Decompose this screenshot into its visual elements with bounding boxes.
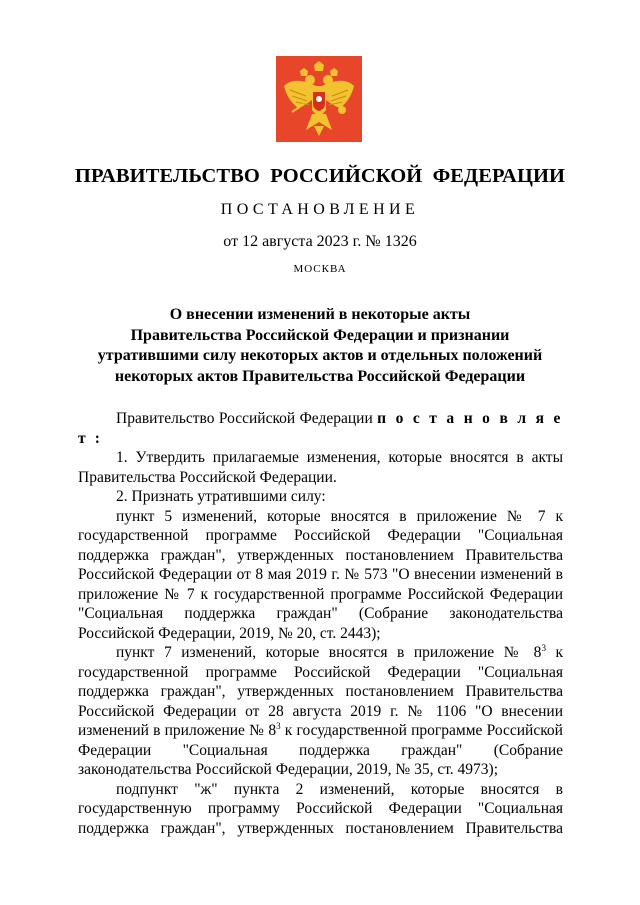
coat-of-arms-icon <box>276 56 362 142</box>
repeal-paragraph-3: подпункт "ж" пункта 2 изменений, которые вносятся в государственную программу Российской Федерации "Социальная поддержка граждан", утвержденных постановлением Правительства <box>78 780 563 837</box>
document-body <box>78 409 563 838</box>
intro-keyword: п о с т а н о в л я е т : <box>78 410 563 447</box>
government-name: ПРАВИТЕЛЬСТВО РОССИЙСКОЙ ФЕДЕРАЦИИ <box>74 165 566 187</box>
title-line: О внесении изменений в некоторые акты <box>169 306 471 323</box>
title-line: утратившими силу некоторых актов и отдельных положений <box>97 347 543 364</box>
item-1-paragraph: 1. Утвердить прилагаемые изменения, которые вносятся в акты Правительства Российской Федерации. <box>78 449 563 486</box>
item-2-paragraph: 2. Признать утратившими силу: <box>116 488 326 505</box>
superscript: 3 <box>541 643 546 653</box>
document-type: ПОСТАНОВЛЕНИЕ <box>220 201 420 218</box>
intro-text: Правительство Российской Федерации <box>116 410 378 427</box>
repeal-paragraph-2 <box>78 643 563 780</box>
paragraph-text: к государственной программе Российской Федерации "Социальная поддержка граждан", утвержденных постановлением Правительства Российской Федерации от 28 августа 2019 г. № 1106 "О внесении изменений в приложение № 8 <box>78 644 563 739</box>
document-date-number: от 12 августа 2023 г. № 1326 <box>223 233 417 250</box>
title-line: некоторых актов Правительства Российской Федерации <box>114 367 526 385</box>
document-city: МОСКВА <box>293 263 347 275</box>
paragraph-text: к государственной программе Российской Федерации "Социальная поддержка граждан" (Собрание законодательства Российской Федерации, 2019, № 35, ст. 4973); <box>78 722 563 778</box>
intro-paragraph <box>78 409 563 448</box>
title-line: Правительства Российской Федерации и признании <box>130 326 510 344</box>
paragraph-text: пункт 7 изменений, которые вносятся в приложение № 8 <box>116 644 542 661</box>
superscript: 3 <box>276 721 281 731</box>
repeal-paragraph-1: пункт 5 изменений, которые вносятся в приложение № 7 к государственной программе Российской Федерации "Социальная поддержка граждан", утвержденных постановлением Правительства Российской Федерации от 8 мая 2019 г. № 573 "О внесении изменений в приложение № 7 к государственной программе Российской Федерации "Социальная поддержка граждан" (Собрание законодательства Российской Федерации, 2019, № 20, ст. 2443); <box>78 507 563 642</box>
document-title <box>60 305 580 387</box>
